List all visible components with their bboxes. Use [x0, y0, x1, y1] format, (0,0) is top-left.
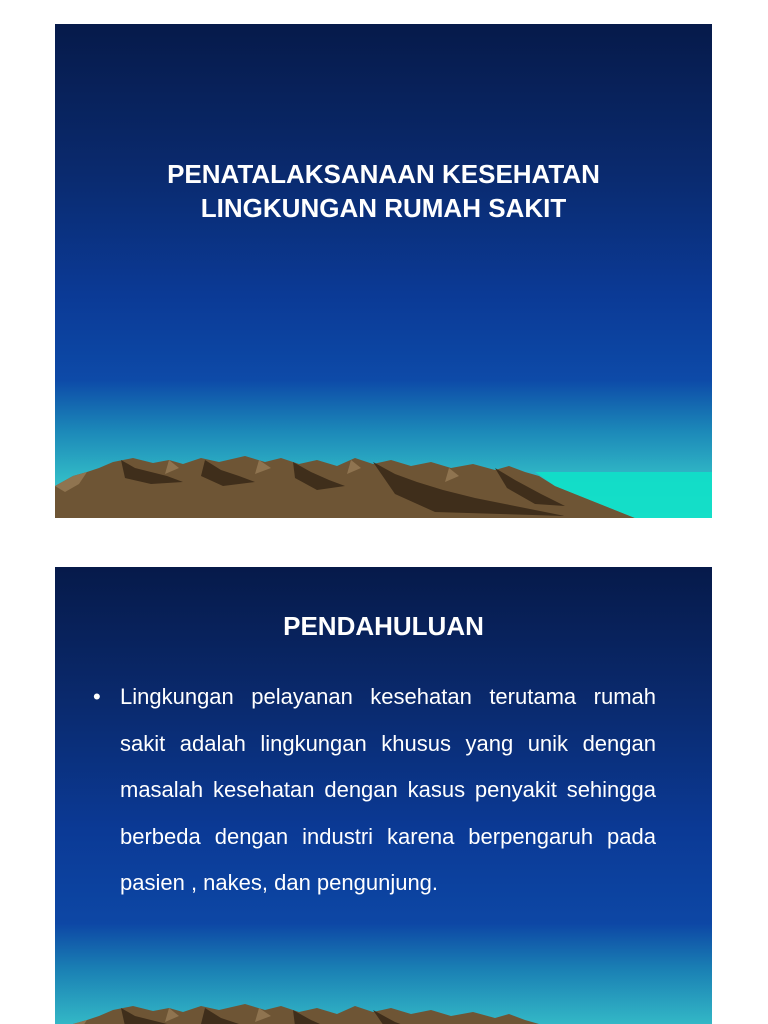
mountain-landscape	[55, 428, 712, 518]
mountain-range	[55, 456, 635, 518]
slide-heading: PENDAHULUAN	[283, 611, 484, 641]
title-slide	[55, 24, 712, 518]
bullet-marker: •	[93, 684, 101, 709]
mountain-landscape	[55, 976, 712, 1024]
bullet-item	[93, 674, 656, 907]
bullet-list	[93, 674, 656, 907]
content-slide	[55, 567, 712, 1024]
bullet-text: Lingkungan pelayanan kesehatan terutama rumah sakit adalah lingkungan khusus yang unik dengan masalah kesehatan dengan kasus penyakit sehingga berbeda dengan industri karena berpengaruh pada pasien , nakes, dan pengunjung.	[120, 684, 656, 895]
slide-title	[55, 157, 712, 225]
title-line: LINGKUNGAN RUMAH SAKIT	[200, 193, 567, 223]
title-line: PENATALAKSANAAN KESEHATAN	[167, 159, 600, 189]
